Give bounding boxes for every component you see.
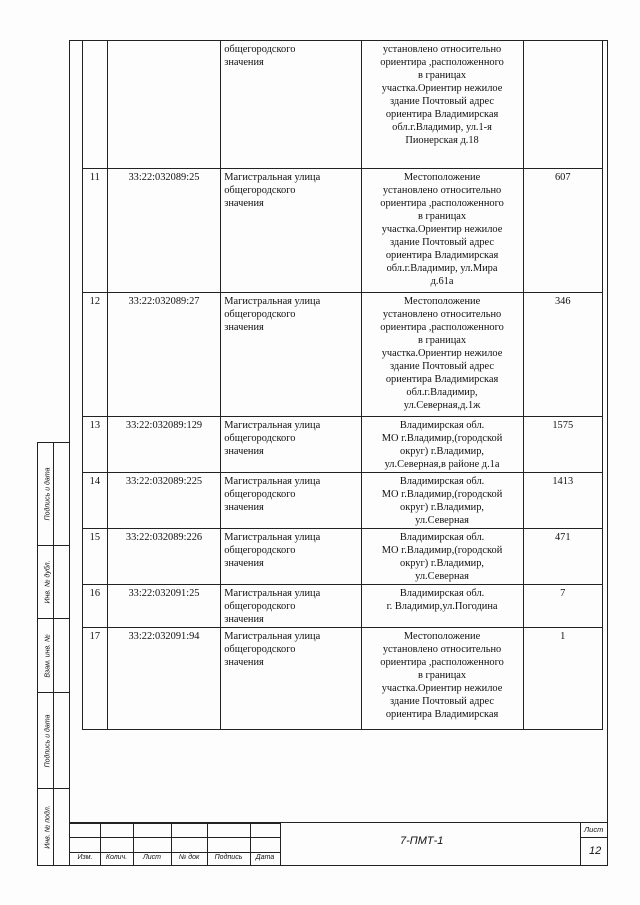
cadastral-number: 33:22:032089:27 <box>107 293 220 417</box>
cell-line: здание Почтовый адрес <box>390 237 495 248</box>
cell-line: общегородского <box>224 601 296 612</box>
cell-line: МО г.Владимир,(городской <box>381 489 503 500</box>
cell-line: округ) г.Владимир, <box>400 446 485 457</box>
table-row <box>83 473 603 529</box>
side-stamp-dup-inv <box>38 546 69 619</box>
table-row <box>83 417 603 473</box>
cell-line: ориентира Владимирская <box>385 709 499 720</box>
cell-line: округ) г.Владимир, <box>400 558 485 569</box>
col-label-count: Колич. <box>105 854 128 861</box>
location-address <box>361 473 523 529</box>
cell-line: в границах <box>418 335 467 346</box>
cadastral-number: 33:22:032089:225 <box>107 473 220 529</box>
cell-line: Магистральная улица <box>224 588 321 599</box>
cell-line: значения <box>224 446 264 457</box>
cell-line: ул.Северная,в районе д.1а <box>384 459 500 470</box>
cell-line: участка.Ориентир нежилое <box>381 224 503 235</box>
cell-line: общегородского <box>224 489 296 500</box>
location-address <box>361 41 523 169</box>
cell-line: участка.Ориентир нежилое <box>381 348 503 359</box>
cell-line: общегородского <box>224 433 296 444</box>
cell-line: Магистральная улица <box>224 296 321 307</box>
cadastral-number: 33:22:032089:129 <box>107 417 220 473</box>
cell-line: Магистральная улица <box>224 476 321 487</box>
area-value: 607 <box>523 169 602 293</box>
cell-line: ориентира Владимирская <box>385 250 499 261</box>
side-stamp-label: Инв. № подл. <box>44 805 52 849</box>
cell-line: обл.г.Владимир, ул.1-я <box>392 122 492 133</box>
cell-line: Местоположение <box>403 172 481 183</box>
cell-line: значения <box>224 322 264 333</box>
col-label-date: Дата <box>255 854 275 861</box>
cell-line: Магистральная улица <box>224 532 321 543</box>
side-stamp-label: Инв. № дубл. <box>44 560 52 604</box>
cell-line: значения <box>224 558 264 569</box>
document-code: 7-ПМТ-1 <box>400 835 444 847</box>
cell-line: значения <box>224 57 264 68</box>
side-stamp-label: Взам. инв. № <box>44 633 52 678</box>
cell-line: Магистральная улица <box>224 420 321 431</box>
object-name <box>221 585 361 628</box>
side-stamp-label: Подпись и дата <box>44 714 52 767</box>
cell-line: значения <box>224 198 264 209</box>
area-value: 346 <box>523 293 602 417</box>
object-name <box>221 628 361 730</box>
row-number <box>83 41 108 169</box>
area-value: 1575 <box>523 417 602 473</box>
row-number: 11 <box>83 169 108 293</box>
cell-line: ориентира Владимирская <box>385 109 499 120</box>
cell-line: значения <box>224 614 264 625</box>
cadastral-number: 33:22:032091:94 <box>107 628 220 730</box>
cell-line: Владимирская обл. <box>399 588 485 599</box>
cell-line: ориентира ,расположенного <box>380 322 504 333</box>
location-address <box>361 529 523 585</box>
location-address <box>361 293 523 417</box>
row-number: 13 <box>83 417 108 473</box>
table-row <box>83 169 603 293</box>
location-address <box>361 628 523 730</box>
area-value: 471 <box>523 529 602 585</box>
object-name <box>221 169 361 293</box>
cell-line: Владимирская обл. <box>399 532 485 543</box>
cell-line: здание Почтовый адрес <box>390 696 495 707</box>
cell-line: общегородского <box>224 309 296 320</box>
col-label-doc-number: № док <box>178 854 200 861</box>
row-number: 14 <box>83 473 108 529</box>
sheet-number: 12 <box>589 845 602 857</box>
table-row <box>83 585 603 628</box>
cell-line: участка.Ориентир нежилое <box>381 683 503 694</box>
side-stamp-signature-date <box>38 443 69 546</box>
cadastral-number: 33:22:032089:25 <box>107 169 220 293</box>
object-name <box>221 41 361 169</box>
cell-line: ориентира ,расположенного <box>380 198 504 209</box>
cell-line: ориентира Владимирская <box>385 374 499 385</box>
area-value: 1 <box>523 628 602 730</box>
cell-line: в границах <box>418 70 467 81</box>
cell-line: ориентира ,расположенного <box>380 57 504 68</box>
cell-line: общегородского <box>224 185 296 196</box>
cell-line: ул.Северная <box>415 571 469 582</box>
table-row <box>83 293 603 417</box>
object-name <box>221 293 361 417</box>
cell-line: округ) г.Владимир, <box>400 502 485 513</box>
cell-line: Пионерская д.18 <box>405 135 479 146</box>
side-stamp-replace-inv <box>38 619 69 693</box>
cell-line: значения <box>224 502 264 513</box>
cell-line: обл.г.Владимир, <box>406 387 478 398</box>
cell-line: ул.Северная,д.1ж <box>403 400 481 411</box>
cell-line: МО г.Владимир,(городской <box>381 545 503 556</box>
row-number: 16 <box>83 585 108 628</box>
cell-line: установлено относительно <box>382 644 502 655</box>
sheet-label: Лист <box>584 825 604 834</box>
area-value <box>523 41 602 169</box>
cell-line: Владимирская обл. <box>399 420 485 431</box>
cell-line: обл.г.Владимир, ул.Мира <box>386 263 498 274</box>
title-block <box>70 822 608 866</box>
cell-line: здание Почтовый адрес <box>390 96 495 107</box>
cadastral-number <box>107 41 220 169</box>
side-stamp-label: Подпись и дата <box>44 467 52 521</box>
cell-line: здание Почтовый адрес <box>390 361 495 372</box>
cadastral-number: 33:22:032089:226 <box>107 529 220 585</box>
cell-line: общегородского <box>224 44 296 55</box>
land-plots-table <box>82 40 603 730</box>
cadastral-number: 33:22:032091:25 <box>107 585 220 628</box>
object-name <box>221 417 361 473</box>
cell-line: г. Владимир,ул.Погодина <box>386 601 498 612</box>
cell-line: Владимирская обл. <box>399 476 485 487</box>
cell-line: установлено относительно <box>382 185 502 196</box>
side-stamp-orig-inv <box>38 789 69 865</box>
col-label-sheet: Лист <box>142 854 162 861</box>
location-address <box>361 585 523 628</box>
cell-line: ориентира ,расположенного <box>380 657 504 668</box>
cell-line: в границах <box>418 211 467 222</box>
cell-line: значения <box>224 657 264 668</box>
area-value: 1413 <box>523 473 602 529</box>
object-name <box>221 529 361 585</box>
object-name <box>221 473 361 529</box>
table-row <box>83 41 603 169</box>
cell-line: Местоположение <box>403 631 481 642</box>
location-address <box>361 169 523 293</box>
cell-line: установлено относительно <box>382 44 502 55</box>
col-label-signature: Подпись <box>214 854 243 861</box>
cell-line: в границах <box>418 670 467 681</box>
area-value: 7 <box>523 585 602 628</box>
table-row <box>83 529 603 585</box>
cell-line: Местоположение <box>403 296 481 307</box>
side-stamp <box>37 442 70 866</box>
cell-line: ул.Северная <box>415 515 469 526</box>
cell-line: установлено относительно <box>382 309 502 320</box>
row-number: 12 <box>83 293 108 417</box>
col-label-change: Изм. <box>77 854 93 861</box>
table-row <box>83 628 603 730</box>
cell-line: Магистральная улица <box>224 631 321 642</box>
row-number: 17 <box>83 628 108 730</box>
cell-line: д.61а <box>430 276 454 287</box>
cell-line: общегородского <box>224 644 296 655</box>
cell-line: участка.Ориентир нежилое <box>381 83 503 94</box>
location-address <box>361 417 523 473</box>
cell-line: МО г.Владимир,(городской <box>381 433 503 444</box>
cell-line: общегородского <box>224 545 296 556</box>
cell-line: Магистральная улица <box>224 172 321 183</box>
row-number: 15 <box>83 529 108 585</box>
side-stamp-signature-date-2 <box>38 693 69 789</box>
